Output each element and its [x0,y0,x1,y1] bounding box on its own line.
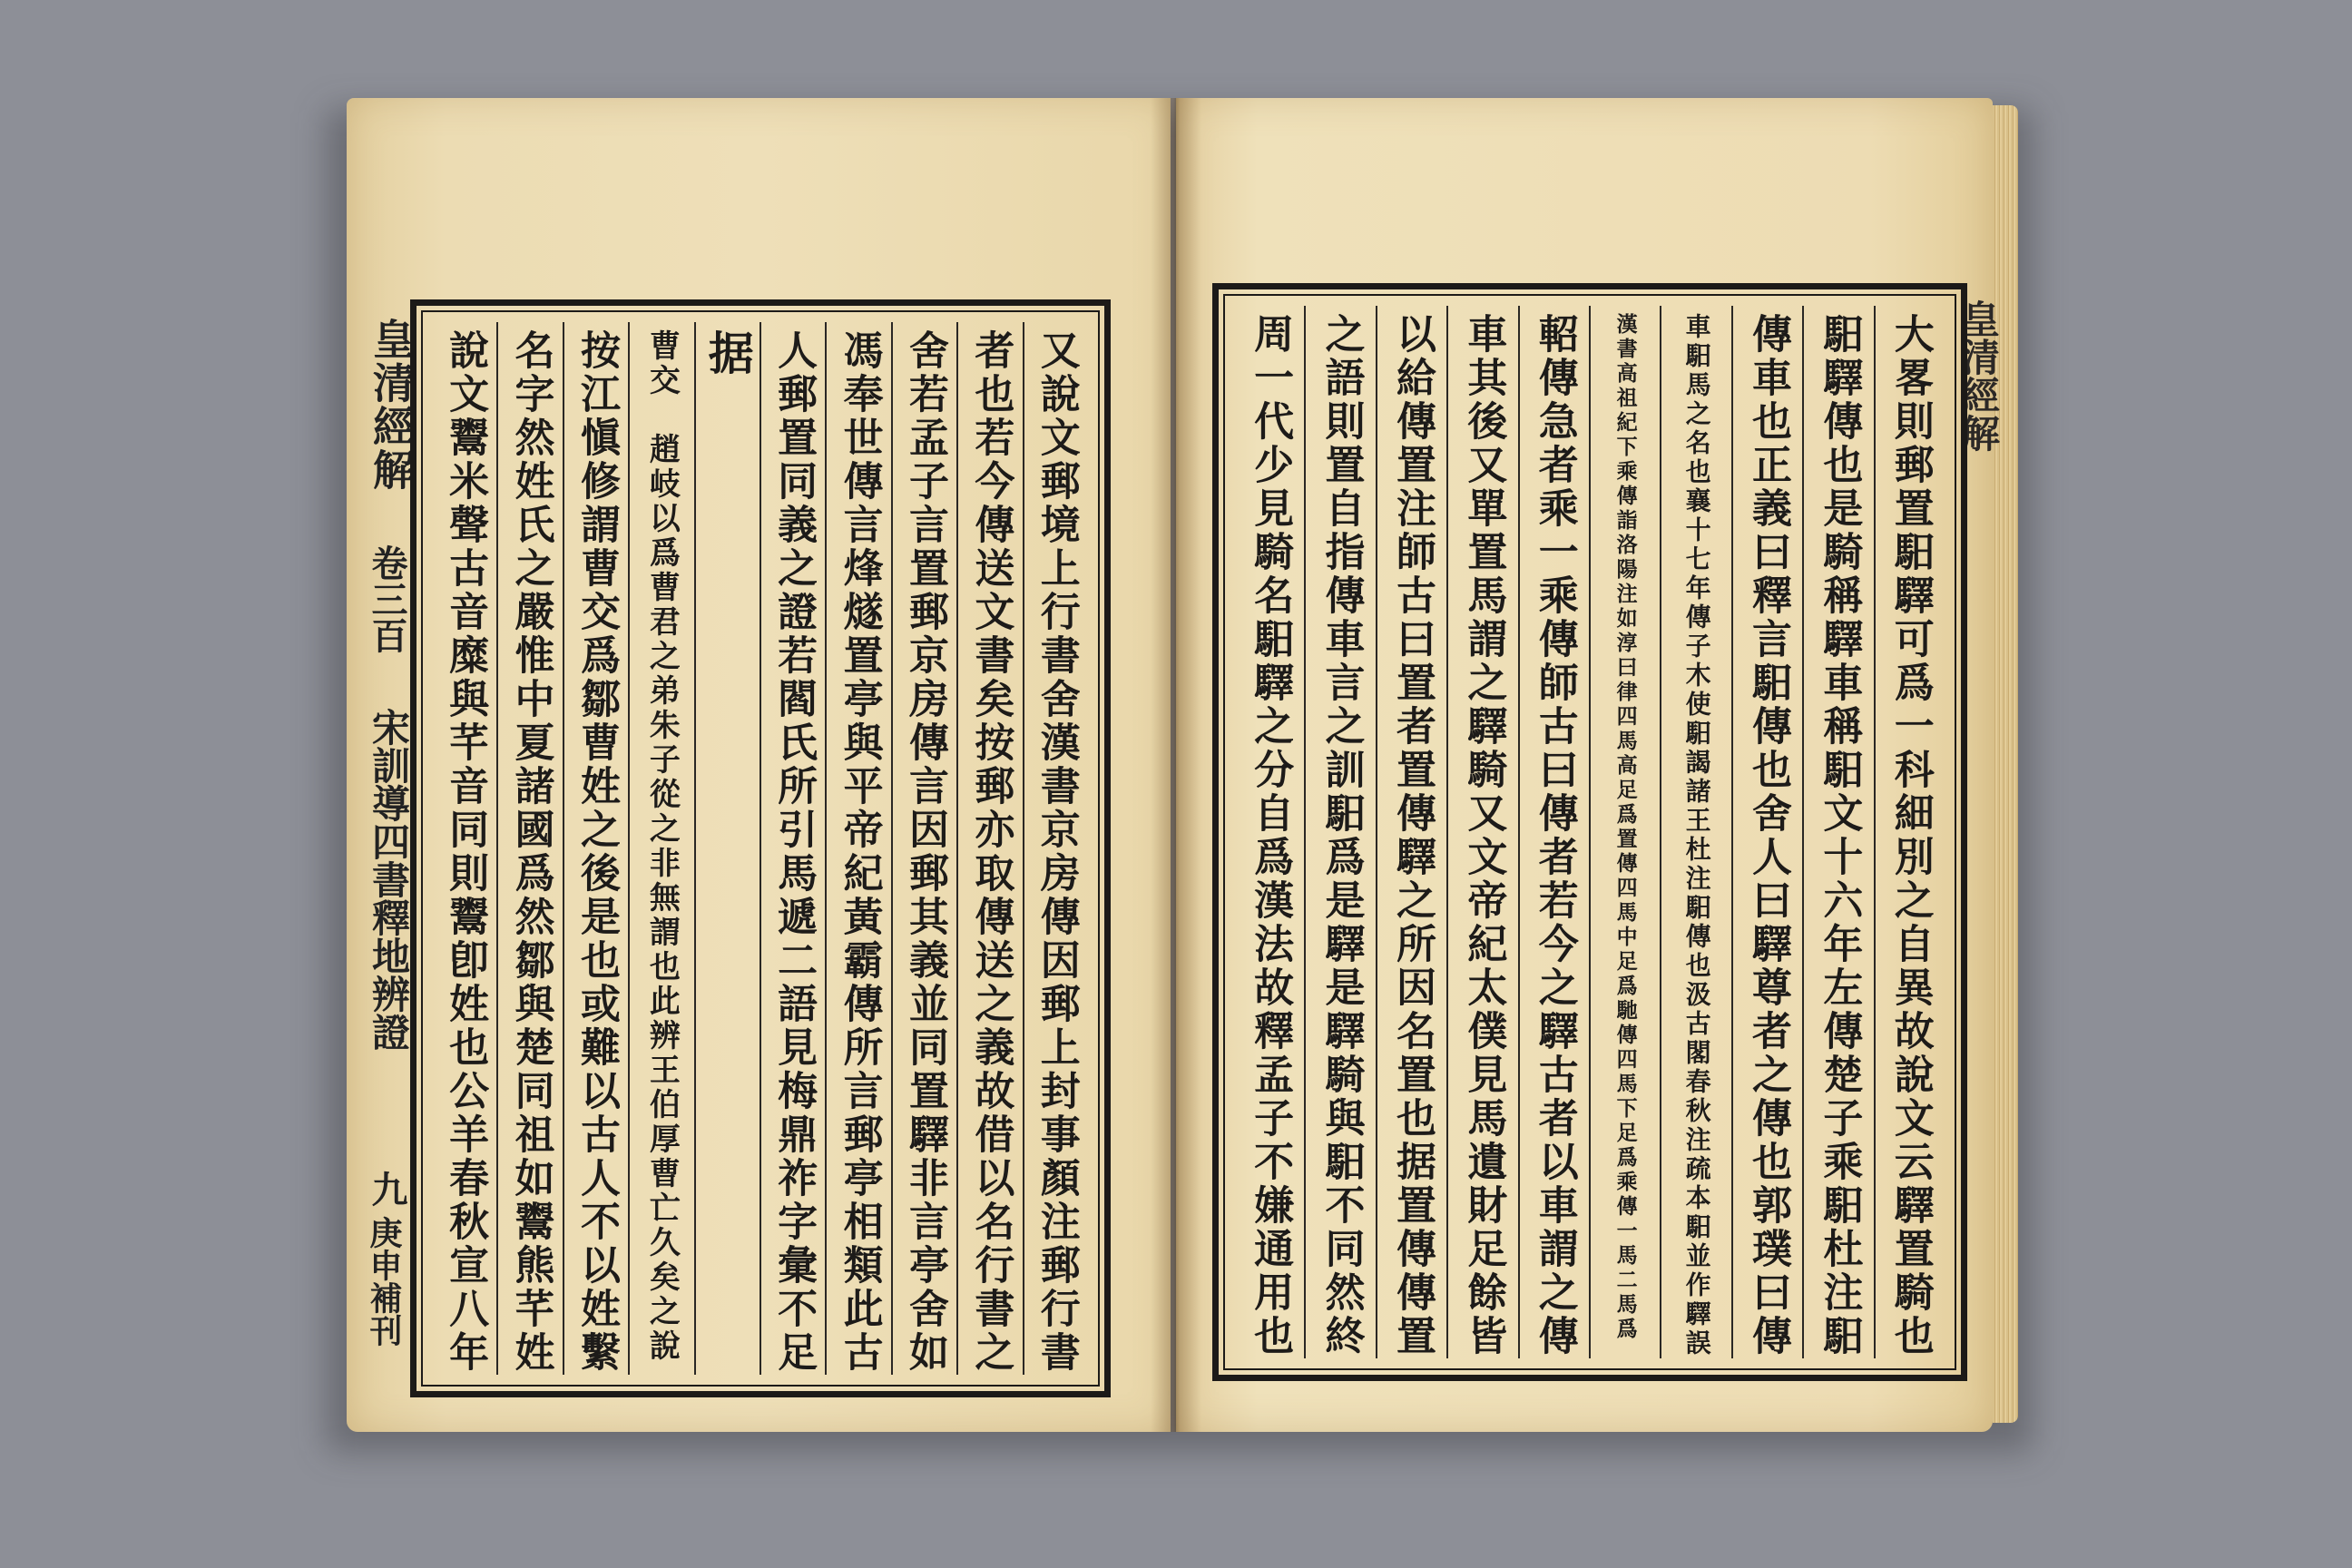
left-edge-title: 皇清經解 [367,318,416,492]
left-text-frame [410,299,1111,1397]
right-column-5: 漢書高祖紀下乘傳詣洛陽注如淳曰律四馬高足爲置傳四馬中足爲馳傳四馬下足爲乘傳一馬二馬爲 [1589,306,1660,1358]
left-columns [433,322,1088,1375]
right-column-2: 馹驛傳也是騎稱驛車稱馹文十六年左傳楚子乘馹杜注馹 [1802,306,1873,1358]
right-text-frame [1212,283,1967,1381]
left-column-7: 曹交 趙岐以爲曹君之弟朱子從之非無謂也此辨王伯厚曹亡久矣之說 [628,322,693,1375]
left-column-5: 人郵置同義之證若閻氏所引馬遞二語見梅鼎祚字彙不足 [760,322,825,1375]
right-edge-title: 皇清經解 [1956,299,2001,452]
left-column-3: 舍若孟子言置郵京房傳言因郵其義並同置驛非言亭舍如 [891,322,956,1375]
left-column-10: 說文鬻米聲古音糜與芊音同則鬻卽姓也公羊春秋宣八年 [442,329,489,1375]
right-column-8: 以給傳置注師古曰置者置傳驛之所因名置也据置傳傳置 [1376,306,1446,1358]
left-edge-series: 宋訓導四書釋地辨證 [367,708,411,1051]
left-column-4: 馮奉世傳言烽燧置亭與平帝紀黃霸傳所言郵亭相類此古 [825,322,890,1375]
left-edge-volume: 卷三百 [366,544,408,653]
left-column-2: 者也若今傳送文書矣按郵亦取傳送之義故借以名行書之 [956,322,1022,1375]
right-column-4: 車馹馬之名也襄十七年傳子木使馹謁諸王杜注馹傳也汲古閣春秋注疏本馹並作驛誤 [1660,306,1730,1358]
right-column-9: 之語則置自指傳車言之訓馹爲是驛是驛騎與馹不同然終 [1304,306,1375,1358]
right-column-10: 周一代少見騎名馹驛之分自爲漢法故釋孟子不嫌通用也 [1247,313,1294,1358]
right-columns [1235,306,1945,1358]
right-column-6: 軺傳急者乘一乘傳師古曰傳者若今之驛古者以車謂之傳 [1518,306,1589,1358]
right-column-7: 車其後又單置馬謂之驛騎又文帝紀太僕見馬遺財足餘皆 [1446,306,1517,1358]
left-column-1: 又說文郵境上行書舍漢書京房傳因郵上封事顏注郵行書 [1023,322,1088,1375]
left-edge-publisher: 庚申補刊 [365,1216,403,1347]
left-column-6: 据 [694,322,760,1375]
left-edge-folio: 九 [366,1171,408,1207]
left-column-8: 按江愼修謂曹交爲鄒曹姓之後是也或難以古人不以姓繫 [563,322,628,1375]
right-column-3: 傳車也正義曰釋言馹傳也舍人曰驛尊者之傳也郭璞曰傳 [1731,306,1802,1358]
right-column-1: 大畧則郵置馹驛可爲一科細別之自異故說文云驛置騎也 [1874,306,1945,1358]
book-gutter [1151,98,1201,1432]
left-column-9: 名字然姓氏之嚴惟中夏諸國爲然鄒與楚同祖如鬻熊芊姓 [496,322,562,1375]
